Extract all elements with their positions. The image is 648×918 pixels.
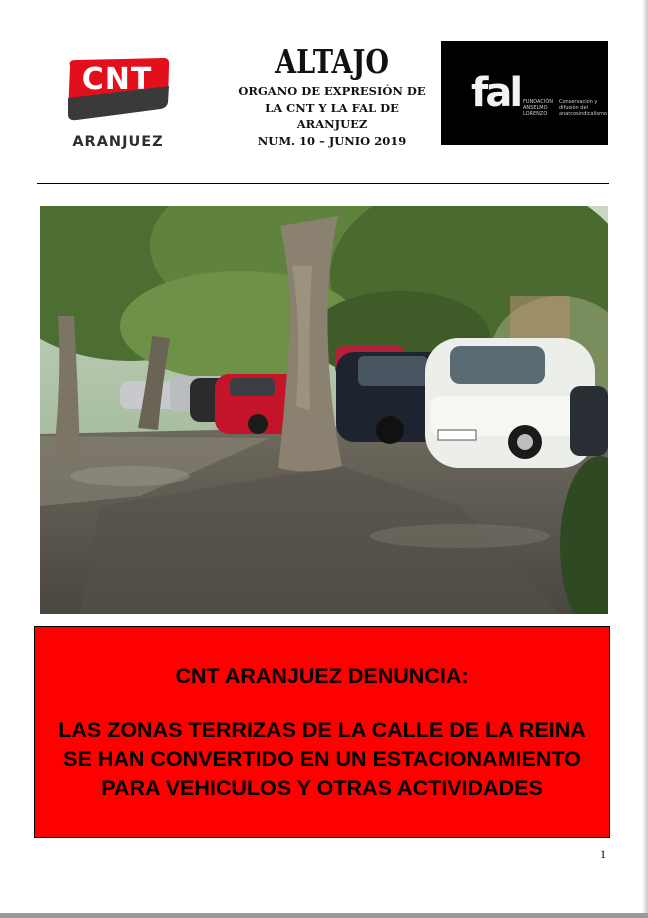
headline-line: LAS ZONAS TERRIZAS DE LA CALLE DE LA REINA — [58, 718, 586, 742]
masthead-subtitle-line: ARANJUEZ — [296, 117, 368, 131]
page-number: 1 — [600, 847, 606, 861]
fal-wordmark: fal — [471, 70, 521, 116]
cnt-aranjuez-logo — [64, 58, 172, 154]
headline-kicker: CNT ARANJUEZ DENUNCIA: — [175, 664, 469, 688]
masthead-subtitle-line: ORGANO DE EXPRESIÓN DE — [238, 84, 426, 98]
cnt-wordmark: CNT — [81, 62, 153, 97]
masthead-subtitle-line: LA CNT Y LA FAL DE — [265, 100, 399, 115]
header-divider — [37, 183, 609, 184]
newsletter-title: ALTAJO — [275, 42, 389, 81]
fal-logo — [441, 41, 608, 145]
headline-box — [34, 626, 610, 838]
fal-tagline-right: Conservación y difusión del anarcosindicalismo — [559, 99, 607, 117]
cnt-city-label: ARANJUEZ — [72, 134, 164, 150]
headline-text — [35, 716, 609, 803]
page-edge-shadow — [642, 0, 648, 918]
page-bottom-edge — [0, 913, 648, 918]
parked-cars-under-trees-photo — [40, 206, 608, 614]
headline-line: SE HAN CONVERTIDO EN UN ESTACIONAMIENTO — [63, 747, 581, 771]
headline-line: PARA VEHICULOS Y OTRAS ACTIVIDADES — [101, 776, 543, 800]
issue-number-date: NUM. 10 – JUNIO 2019 — [257, 133, 407, 148]
cover-photo — [40, 206, 608, 614]
fal-tagline-left: FUNDACIÓN ANSELMO LORENZO — [523, 99, 554, 117]
masthead — [226, 42, 438, 148]
